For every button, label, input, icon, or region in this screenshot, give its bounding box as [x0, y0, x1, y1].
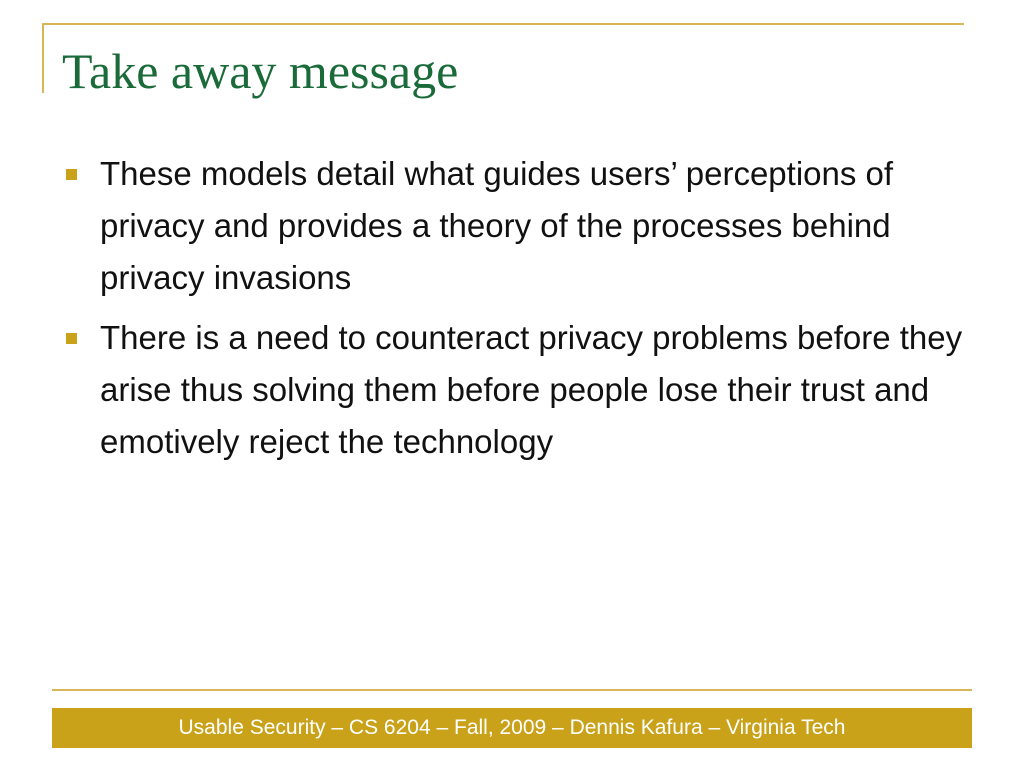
frame-top-line — [42, 23, 964, 25]
bullet-item — [66, 148, 966, 304]
footer-text: Usable Security – CS 6204 – Fall, 2009 – Dennis Kafura – Virginia Tech — [178, 716, 846, 739]
square-bullet-icon — [66, 333, 77, 344]
footer-bar — [52, 708, 972, 748]
footer-divider — [52, 689, 972, 691]
square-bullet-icon — [66, 169, 77, 180]
bullet-list — [66, 148, 966, 476]
slide-title: Take away message — [62, 43, 459, 99]
frame-left-line — [42, 23, 44, 93]
bullet-text: These models detail what guides users’ perceptions of privacy and provides a theory of the processes behind privacy invasions — [100, 155, 894, 296]
bullet-text: There is a need to counteract privacy problems before they arise thus solving them before people lose their trust and emotively reject the technology — [100, 319, 963, 460]
bullet-item — [66, 312, 966, 468]
